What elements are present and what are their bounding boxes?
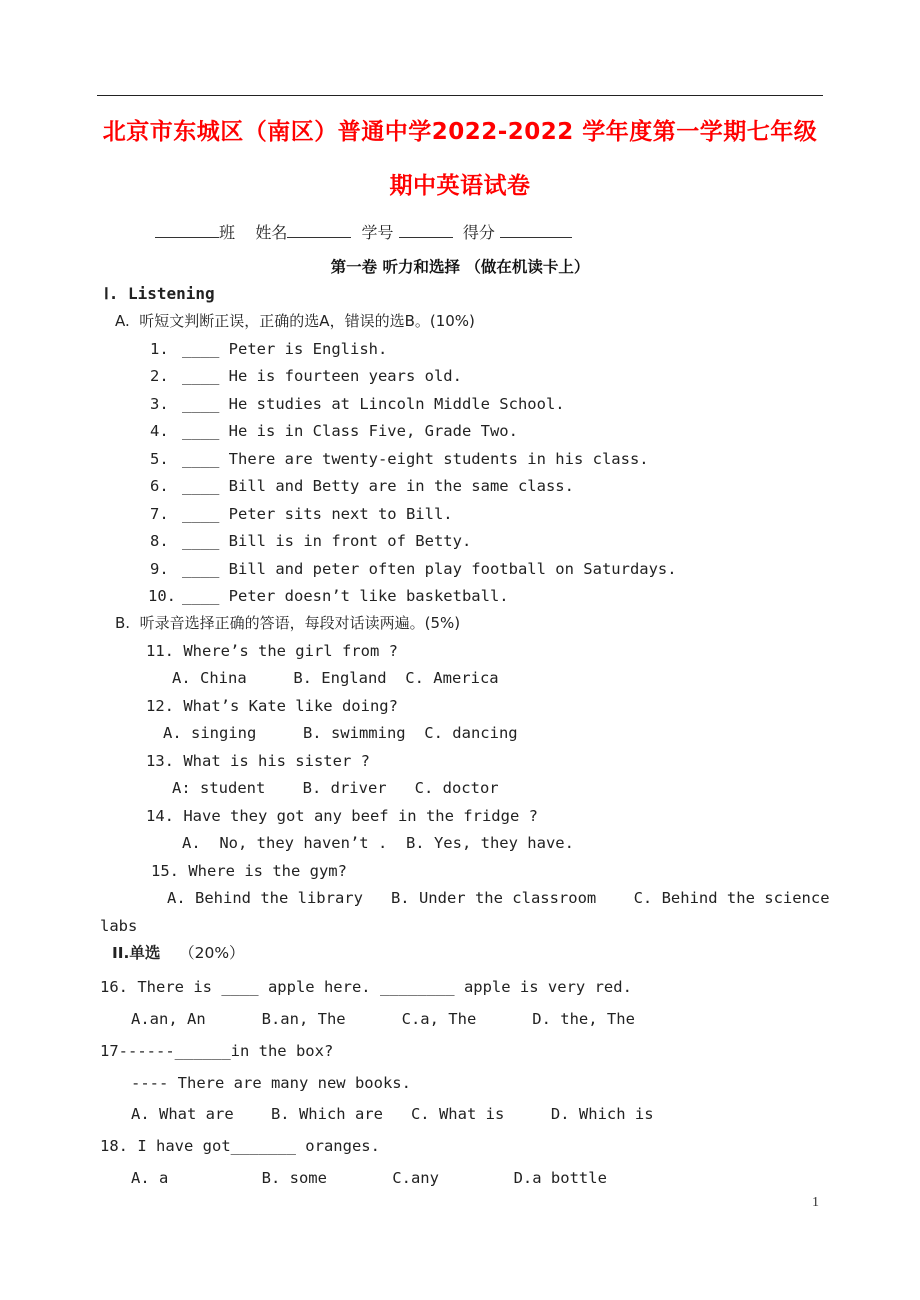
part2-percent: （20%） (179, 944, 245, 962)
mc-question: 16. There is ____ apple here. ________ apple is very red. (100, 978, 632, 996)
volume-title: 第一卷 听力和选择 （做在机读卡上） (330, 258, 590, 276)
mc-options: A. a B. some C.any D.a bottle (131, 1169, 607, 1187)
tf-item: 2. ____ He is fourteen years old. (150, 367, 462, 385)
tf-item: 8. ____ Bill is in front of Betty. (150, 532, 472, 550)
tf-item: 7. ____ Peter sits next to Bill. (150, 505, 453, 523)
listening-question: 13. What is his sister ? (146, 752, 370, 770)
student-id-label: 学号 (361, 223, 394, 242)
listening-question: 11. Where’s the girl from ? (146, 642, 398, 660)
class-blank[interactable] (155, 223, 219, 238)
score-blank[interactable] (500, 223, 572, 238)
name-blank[interactable] (287, 223, 351, 238)
student-id-blank[interactable] (399, 223, 453, 238)
mc-question: 17------______in the box? (100, 1042, 334, 1060)
class-label: 班 (219, 223, 236, 242)
tf-item: 5. ____ There are twenty-eight students in his class. (150, 450, 649, 468)
listening-options: A. singing B. swimming C. dancing (163, 724, 518, 742)
mc-options: A.an, An B.an, The C.a, The D. the, The (131, 1010, 635, 1028)
listening-question: 14. Have they got any beef in the fridge ? (146, 807, 538, 825)
tf-item: 10. ____ Peter doesn’t like basketball. (148, 587, 509, 605)
listening-options: A: student B. driver C. doctor (172, 779, 499, 797)
part2-heading (112, 943, 245, 963)
listening-options-wrap: labs (100, 917, 138, 935)
student-info-line (155, 220, 572, 243)
mc-answer-line: ---- There are many new books. (131, 1074, 411, 1092)
score-label: 得分 (462, 223, 495, 242)
listening-options: A. China B. England C. America (172, 669, 499, 687)
mc-question: 18. I have got_______ oranges. (100, 1137, 380, 1155)
name-label: 姓名 (255, 223, 288, 242)
listening-question: 15. Where is the gym? (151, 862, 347, 880)
part2-title: II.单选 (112, 944, 161, 962)
listening-question: 12. What’s Kate like doing? (146, 697, 398, 715)
page-number: 1 (812, 1195, 819, 1210)
listening-options: A. Behind the library B. Under the classroom C. Behind the science (167, 889, 830, 907)
tf-item: 3. ____ He studies at Lincoln Middle School. (150, 395, 565, 413)
tf-item: 1. ____ Peter is English. (150, 340, 388, 358)
tf-item: 9. ____ Bill and peter often play football on Saturdays. (150, 560, 677, 578)
listening-options: A. No, they haven’t . B. Yes, they have. (182, 834, 574, 852)
sectionA-instruction: A. 听短文判断正误，正确的选A，错误的选B。(10%) (115, 312, 475, 330)
part1-heading: Ⅰ. Listening (104, 284, 215, 303)
tf-item: 6. ____ Bill and Betty are in the same class. (150, 477, 574, 495)
sectionB-instruction: B. 听录音选择正确的答语，每段对话读两遍。(5%) (115, 614, 461, 632)
exam-title-line2: 期中英语试卷 (389, 173, 531, 199)
mc-options: A. What are B. Which are C. What is D. Which is (131, 1105, 654, 1123)
tf-item: 4. ____ He is in Class Five, Grade Two. (150, 422, 518, 440)
header-rule (97, 95, 823, 96)
exam-title-line1: 北京市东城区（南区）普通中学2022-2022 学年度第一学期七年级 (102, 119, 818, 145)
